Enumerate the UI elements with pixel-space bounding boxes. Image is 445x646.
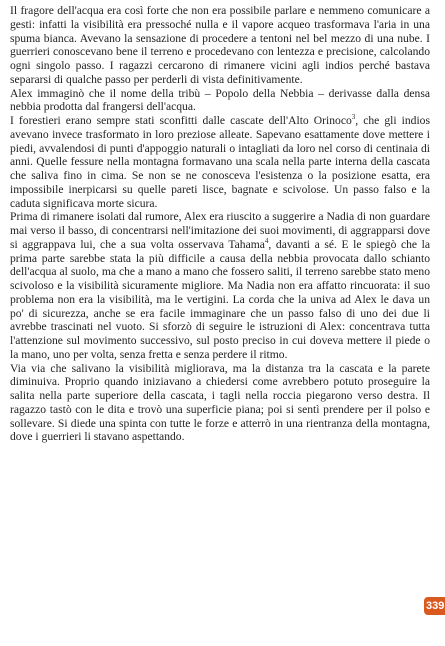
text-segment: , davanti a sé. E le spiegò che la prima parte sarebbe stata la più difficile a causa della nebbia provocata dallo schianto dell'acqua al suolo, ma che a mano a mano che fossero saliti, il terreno sarebbe stato meno scivoloso e la visibilità sicuramente migliore. Ma Nadia non era affatto rincuorata: il suo problema non era la visibilità, ma le vertigini. La corda che la univa ad Alex le dava un po' di sicurezza, anche se era facile immaginare che un passo falso di uno dei due li avrebbe trascinati nel vuoto. Si sforzò di seguire le istruzioni di Alex: concentrava tutta l'attenzione sul movimento successivo, sul posto preciso in cui doveva mettere il piede o la mano, uno per volta, senza fretta e senza perdere il ritmo. xyxy=(10,237,431,361)
paragraph-1 xyxy=(10,4,430,87)
body-text xyxy=(10,4,430,444)
footnote-marker: 4 xyxy=(264,236,269,245)
text-segment: Alex immaginò che il nome della tribù – Popolo della Nebbia – derivasse dalla densa nebbia prodotta dal frangersi dell'acqua. xyxy=(10,86,430,114)
paragraph-2 xyxy=(10,87,430,115)
text-segment: Il fragore dell'acqua era così forte che non era possibile parlare e nemmeno comunicare a gesti: infatti la visibilità era pressoché nulla e il vapore acqueo trasformava l'aria in una spuma bianca. Avevano la sensazione di procedere a tentoni nel bel mezzo di una nube. I guerrieri conoscevano bene il terreno e procedevano con lentezza e precisione, calcolando ogni singolo passo. I ragazzi cercarono di rimanere vicini agli indios perché bastava separarsi di qualche passo per perderli di vista definitivamente. xyxy=(10,4,430,86)
text-segment: Via via che salivano la visibilità migliorava, ma la distanza tra la cascata e la parete diminuiva. Proprio quando iniziavano a chiedersi come avrebbero potuto proseguire la salita nella parte superiore della cascata, i tagli nella roccia piegarono verso destra. Il ragazzo tastò con le dita e trovò una superficie piana; poi si sentì prendere per il polso e sollevare. Si diede una spinta con tutte le forze e atterrò in una rientranza della montagna, dove i guerrieri li stavano aspettando. xyxy=(10,361,430,444)
text-segment: Prima di rimanere isolati dal rumore, Alex era riuscito a suggerire a Nadia di non guardare mai verso il basso, di concentrarsi nell'imitazione dei suoi movimenti, di aggrapparsi dove si aggrappava lui, che a sua volta osservava Tahama xyxy=(10,210,430,251)
text-segment: , che gli indios avevano invece trasformato in loro preziose alleate. Sapevano esattamente dove mettere i piedi, avvalendosi di punti d'appoggio naturali o intagliati da loro nel corso di centinaia di anni. Quelle fessure nella montagna formavano una scala nella parte interna della cascata che saliva fino in cima. Se non se ne conosceva l'esistenza o la posizione esatta, era impossibile inerpicarsi su quelle pareti lisce, bagnate e scivolose. Un passo falso e la caduta significava morte sicura. xyxy=(10,114,430,210)
text-segment: I forestieri erano sempre stati sconfitti dalle cascate dell'Alto Orinoco xyxy=(10,114,352,127)
paragraph-3 xyxy=(10,114,430,210)
paragraph-5 xyxy=(10,362,430,445)
paragraph-4 xyxy=(10,210,430,361)
page-number-badge: 339 xyxy=(424,597,445,615)
footnote-marker: 3 xyxy=(351,113,356,122)
